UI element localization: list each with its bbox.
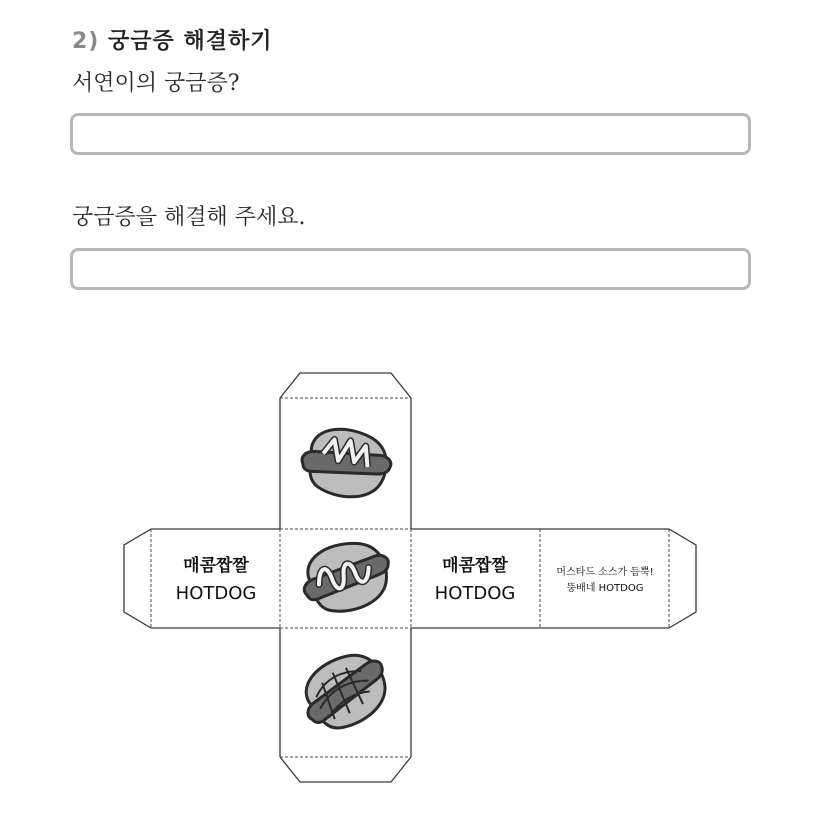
panel-left-line1: 매콤짭짤 bbox=[183, 556, 249, 576]
hotdog-criss-cross-sauce-icon bbox=[291, 642, 400, 742]
section-title-text: 궁금증 해결하기 bbox=[108, 29, 273, 54]
hotdog-wavy-sauce-icon bbox=[297, 536, 397, 619]
panel-far-right-line2: 뚱배네 HOTDOG bbox=[566, 583, 644, 594]
section-number: 2) bbox=[72, 29, 100, 54]
question-1-label: 서연이의 궁금증? bbox=[72, 71, 240, 96]
panel-right-line2: HOTDOG bbox=[434, 583, 516, 604]
panel-left-line2: HOTDOG bbox=[175, 583, 257, 604]
question-2-label: 궁금증을 해결해 주세요. bbox=[72, 205, 306, 230]
panel-far-right-line1: 머스타드 소스가 듬뿍! bbox=[556, 567, 654, 578]
hotdog-zigzag-sauce-icon bbox=[296, 422, 396, 505]
panel-right-line1: 매콤짭짤 bbox=[442, 556, 508, 576]
